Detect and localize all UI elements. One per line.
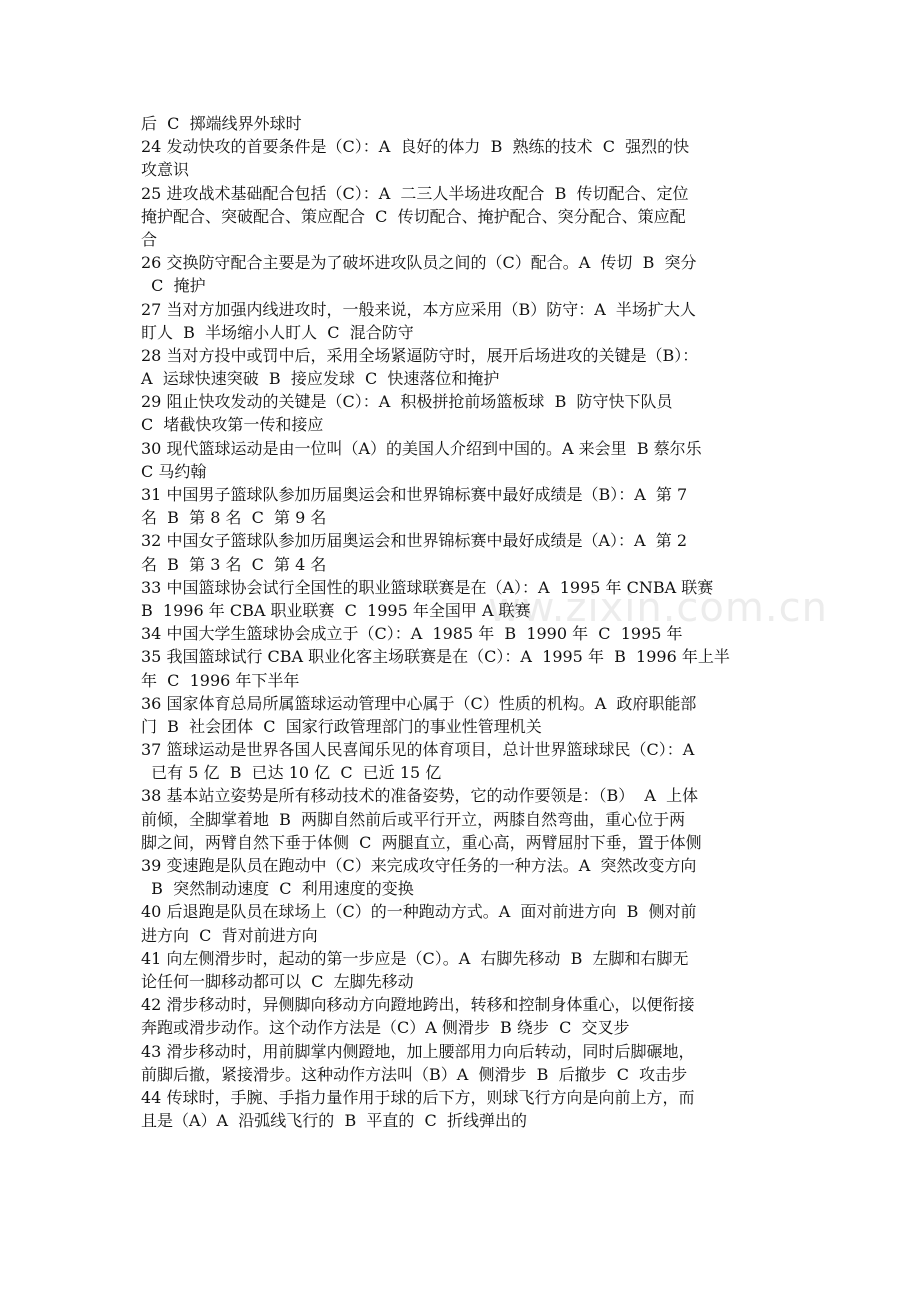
document-body [141,112,791,1132]
text-line: 脚之间，两臂自然下垂于体侧 C 两腿直立，重心高，两臂屈肘下垂，置于体侧 [141,832,702,852]
text-line: 30 现代篮球运动是由一位叫（A）的美国人介绍到中国的。A 来会里 B 蔡尔乐 [141,438,702,458]
text-line: 盯人 B 半场缩小人盯人 C 混合防守 [141,322,414,342]
text-line: 24 发动快攻的首要条件是（C）：A 良好的体力 B 熟练的技术 C 强烈的快 [141,137,690,157]
text-line: 29 阻止快攻发动的关键是（C）：A 积极拼抢前场篮板球 B 防守快下队员 [141,392,673,412]
text-line: 前倾，全脚掌着地 B 两脚自然前后或平行开立，两膝自然弯曲，重心位于两 [141,809,686,829]
text-line: 31 中国男子篮球队参加历届奥运会和世界锦标赛中最好成绩是（B）：A 第 7 [141,485,688,504]
text-line: 41 向左侧滑步时，起动的第一步应是（C）。A 右脚先移动 B 左脚和右脚无 [141,948,689,968]
text-line: 38 基本站立姿势是所有移动技术的准备姿势，它的动作要领是：（B） A 上体 [141,786,699,806]
text-line: C 掩护 [141,276,206,296]
text-line: 40 后退跑是队员在球场上（C）的一种跑动方式。A 面对前进方向 B 侧对前 [141,902,697,922]
text-line: 32 中国女子篮球队参加历届奥运会和世界锦标赛中最好成绩是（A）：A 第 2 [141,531,687,551]
text-line: B 1996 年 CBA 职业联赛 C 1995 年全国甲 A 联赛 [141,600,531,620]
text-line: 34 中国大学生篮球协会成立于（C）：A 1985 年 B 1990 年 C 1995 年 [141,624,683,644]
text-line: 进方向 C 背对前进方向 [141,925,318,945]
text-line: 且是（A）A 沿弧线飞行的 B 平直的 C 折线弹出的 [141,1111,527,1131]
text-line: 论任何一脚移动都可以 C 左脚先移动 [141,971,414,991]
text-line: C 堵截快攻第一传和接应 [141,415,324,435]
watermark: ww.zixin.com.cn [488,585,828,631]
text-line: 36 国家体育总局所属篮球运动管理中心属于（C）性质的机构。A 政府职能部 [141,693,697,713]
text-line: 26 交换防守配合主要是为了破坏进攻队员之间的（C）配合。A 传切 B 突分 [141,253,697,273]
text-line: 名 B 第 8 名 C 第 9 名 [141,508,327,528]
text-line: 44 传球时，手腕、手指力量作用于球的后下方，则球飞行方向是向前上方，而 [141,1087,695,1107]
text-line: 后 C 掷端线界外球时 [141,114,302,133]
text-line: C 马约翰 [141,461,207,481]
text-line: 25 进攻战术基础配合包括（C）：A 二三人半场进攻配合 B 传切配合、定位 [141,183,689,203]
text-line: 攻意识 [141,160,190,180]
text-line: 42 滑步移动时，异侧脚向移动方向蹬地跨出，转移和控制身体重心，以便衔接 [141,995,695,1015]
text-line: 掩护配合、突破配合、策应配合 C 传切配合、掩护配合、突分配合、策应配 [141,206,686,226]
text-line: 前脚后撤，紧接滑步。这种动作方法叫（B）A 侧滑步 B 后撤步 C 攻击步 [141,1064,688,1084]
text-line: 35 我国篮球试行 CBA 职业化客主场联赛是在（C）：A 1995 年 B 1996 年上半 [141,647,730,667]
text-line: 名 B 第 3 名 C 第 4 名 [141,554,327,574]
text-line: 27 当对方加强内线进攻时，一般来说，本方应采用（B）防守：A 半场扩大人 [141,299,696,319]
text-line: 33 中国篮球协会试行全国性的职业篮球联赛是在（A）：A 1995 年 CNBA 联赛 [141,577,714,597]
text-line: 37 篮球运动是世界各国人民喜闻乐见的体育项目，总计世界篮球球民（C）：A [141,740,695,760]
text-line: 39 变速跑是队员在跑动中（C）来完成攻守任务的一种方法。A 突然改变方向 [141,856,697,875]
text-line: 合 [141,229,158,249]
text-line: 门 B 社会团体 C 国家行政管理部门的事业性管理机关 [141,716,542,736]
text-line: B 突然制动速度 C 利用速度的变换 [141,879,414,899]
text-line: 已有 5 亿 B 已达 10 亿 C 已近 15 亿 [141,763,442,783]
text-line: 43 滑步移动时，用前脚掌内侧蹬地，加上腰部用力向后转动，同时后脚碾地， [141,1041,695,1061]
text-line: 28 当对方投中或罚中后，采用全场紧逼防守时，展开后场进攻的关键是（B）： [141,345,699,365]
text-line: 奔跑或滑步动作。这个动作方法是（C）A 侧滑步 B 绕步 C 交叉步 [141,1018,630,1038]
text-line: A 运球快速突破 B 接应发球 C 快速落位和掩护 [141,369,500,389]
text-line: 年 C 1996 年下半年 [141,670,300,690]
